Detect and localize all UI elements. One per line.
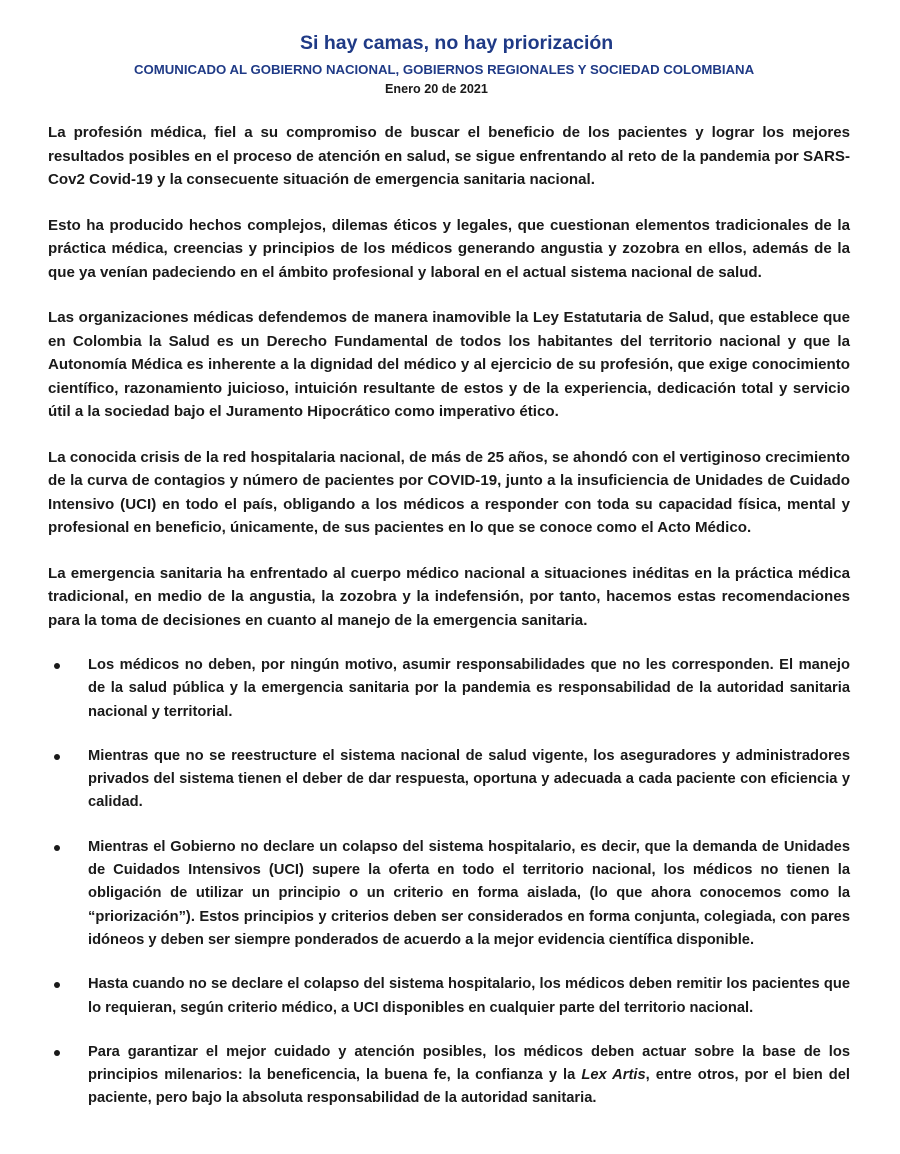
paragraph: Esto ha producido hechos complejos, dilemas éticos y legales, que cuestionan elementos tradicionales de la práctica médica, creencias y principios de los médicos generando angustia y zozobra en ellos, además de la que ya venían padeciendo en el ámbito profesional y laboral en el actual sistema nacional de salud. bbox=[48, 216, 850, 281]
document-subtitle: COMUNICADO AL GOBIERNO NACIONAL, GOBIERNOS REGIONALES Y SOCIEDAD COLOMBIANA bbox=[134, 62, 755, 77]
paragraph: Las organizaciones médicas defendemos de manera inamovible la Ley Estatutaria de Salud, que establece que en Colombia la Salud es un Derecho Fundamental de todos los habitantes del territorio nacional y que la Autonomía Médica es inherente a la dignidad del médico y al ejercicio de su profesión, que exige conocimiento científico, razonamiento juicioso, intuición resultante de estos y de la experiencia, dedicación total y servicio útil a la sociedad bajo el Juramento Hipocrático como imperativo ético. bbox=[48, 309, 850, 420]
paragraph: La profesión médica, fiel a su compromiso de buscar el beneficio de los pacientes y lograr los mejores resultados posibles en el proceso de atención en salud, se sigue enfrentando al reto de la pandemia por SARS-Cov2 Covid-19 y la consecuente situación de emergencia sanitaria nacional. bbox=[48, 124, 850, 188]
list-item bbox=[48, 836, 850, 952]
document-date: Enero 20 de 2021 bbox=[385, 82, 488, 96]
bullet-icon bbox=[54, 663, 60, 669]
document-title: Si hay camas, no hay priorización bbox=[300, 32, 614, 54]
bullet-icon bbox=[54, 845, 60, 851]
recommendations-list bbox=[48, 654, 850, 1111]
list-item bbox=[48, 1041, 850, 1111]
document-body bbox=[48, 121, 850, 1132]
list-item bbox=[48, 654, 850, 724]
list-item-text-part: Para garantizar el mejor cuidado y atención posibles, los médicos deben actuar sobre la base de los principios milenarios: la beneficencia, la buena fe, la confianza y la bbox=[88, 1043, 850, 1084]
bullet-icon bbox=[54, 1050, 60, 1056]
list-item bbox=[48, 973, 850, 1020]
bullet-icon bbox=[54, 982, 60, 988]
bullet-icon bbox=[54, 754, 60, 760]
list-item-text: Mientras el Gobierno no declare un colapso del sistema hospitalario, es decir, que la demanda de Unidades de Cuidados Intensivos (UCI) supere la oferta en todo el territorio nacional, los médicos no tienen la obligación de utilizar un principio o un criterio en forma aislada, (lo que ahora conocemos como la “priorización”). Estos principios y criterios deben ser considerados en forma conjunta, colegiada, con pares idóneos y deben ser siempre ponderados de acuerdo a la mejor evidencia científica disponible. bbox=[88, 838, 850, 948]
list-item-text: Los médicos no deben, por ningún motivo, asumir responsabilidades que no les corresponden. El manejo de la salud pública y la emergencia sanitaria por la pandemia es responsabilidad de la autoridad sanitaria nacional y territorial. bbox=[88, 657, 850, 720]
list-item-text: Mientras que no se reestructure el sistema nacional de salud vigente, los aseguradores y administradores privados del sistema tienen el deber de dar respuesta, oportuna y adecuada a cada paciente con eficiencia y calidad. bbox=[88, 747, 850, 811]
list-item-text: Hasta cuando no se declare el colapso del sistema hospitalario, los médicos deben remitir los pacientes que lo requieran, según criterio médico, a UCI disponibles en cualquier parte del territorio nacional. bbox=[88, 976, 850, 1016]
lex-artis-term: Lex Artis bbox=[581, 1067, 646, 1084]
list-item bbox=[48, 745, 850, 815]
list-item-text bbox=[88, 1044, 850, 1107]
list-item-text-part: , entre otros, por el bien del paciente, pero bajo la absoluta responsabilidad de la autoridad sanitaria. bbox=[88, 1067, 851, 1107]
paragraph: La conocida crisis de la red hospitalaria nacional, de más de 25 años, se ahondó con el vertiginoso crecimiento de la curva de contagios y número de pacientes por COVID-19, junto a la insuficiencia de Unidades de Cuidado Intensivo (UCI) en todo el país, obligando a los médicos a responder con toda su capacidad física, mental y profesional en beneficio, únicamente, de sus pacientes en lo que se conoce como el Acto Médico. bbox=[48, 448, 850, 536]
paragraph: La emergencia sanitaria ha enfrentado al cuerpo médico nacional a situaciones inéditas en la práctica médica tradicional, en medio de la angustia, la zozobra y la indefensión, por tanto, hacemos estas recomendaciones para la toma de decisiones en cuanto al manejo de la emergencia sanitaria. bbox=[48, 564, 850, 629]
